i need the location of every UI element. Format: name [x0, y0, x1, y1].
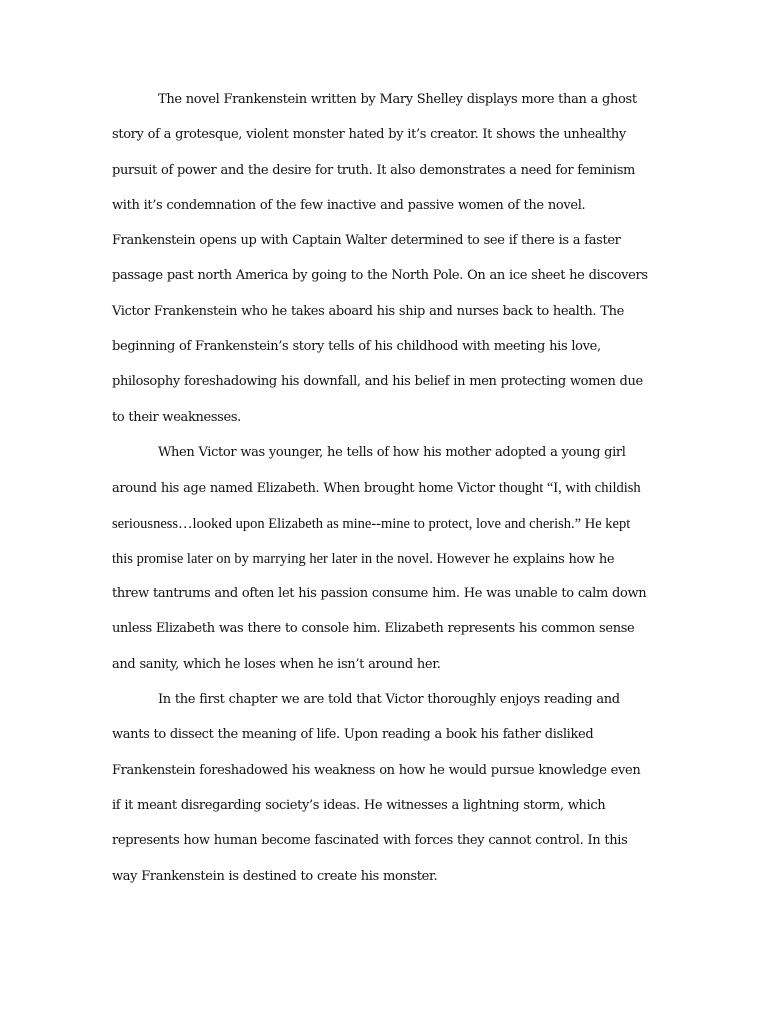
text-line: threw tantrums and often let his passion consume him. He was unable to calm down [112, 586, 647, 602]
text-line: In the first chapter we are told that Victor thoroughly enjoys reading and [158, 692, 620, 708]
text-segment: this promise later on by marrying her later in the novel. However [112, 550, 494, 567]
text-line [112, 546, 658, 581]
quoted-text-line: seriousness…looked upon Elizabeth as mine--mine to protect, love and cherish.” He kept [112, 515, 631, 532]
text-line: and sanity, which he loses when he isn’t around her. [112, 656, 441, 672]
paragraph-1 [112, 87, 658, 440]
text-line: way Frankenstein is destined to create his monster. [112, 868, 438, 884]
text-line: beginning of Frankenstein’s story tells of his childhood with meeting his love, [112, 339, 601, 355]
text-line: passage past north America by going to the North Pole. On an ice sheet he discovers [112, 268, 648, 284]
text-line: to their weaknesses. [112, 409, 241, 425]
text-line: represents how human become fascinated with forces they cannot control. In this [112, 833, 628, 849]
text-line: The novel Frankenstein written by Mary Shelley displays more than a ghost [158, 92, 637, 107]
text-line: with it’s condemnation of the few inactive and passive women of the novel. [112, 197, 586, 213]
text-line: When Victor was younger, he tells of how his mother adopted a young girl [158, 444, 626, 460]
text-line [112, 475, 658, 510]
text-segment: around his age named Elizabeth. When brought home Victor [112, 481, 499, 497]
paragraph-3 [112, 687, 658, 899]
text-line: story of a grotesque, violent monster hated by it’s creator. It shows the unhealthy [112, 127, 626, 143]
text-line: Frankenstein opens up with Captain Walter determined to see if there is a faster [112, 233, 621, 249]
text-line: wants to dissect the meaning of life. Upon reading a book his father disliked [112, 727, 594, 743]
text-line: if it meant disregarding society’s ideas. He witnesses a lightning storm, which [112, 797, 606, 813]
text-line: Frankenstein foreshadowed his weakness on how he would pursue knowledge even [112, 762, 641, 778]
text-line: philosophy foreshadowing his downfall, and his belief in men protecting women due [112, 374, 643, 390]
text-line: pursuit of power and the desire for truth. It also demonstrates a need for feminism [112, 162, 635, 178]
paragraph-2 [112, 440, 658, 687]
quoted-text-segment: thought “I, with childish [498, 480, 641, 497]
text-line: Victor Frankenstein who he takes aboard his ship and nurses back to health. The [112, 303, 624, 319]
text-segment: he explains how he [493, 551, 615, 567]
text-line: unless Elizabeth was there to console him. Elizabeth represents his common sense [112, 621, 635, 637]
essay-body [112, 87, 658, 899]
